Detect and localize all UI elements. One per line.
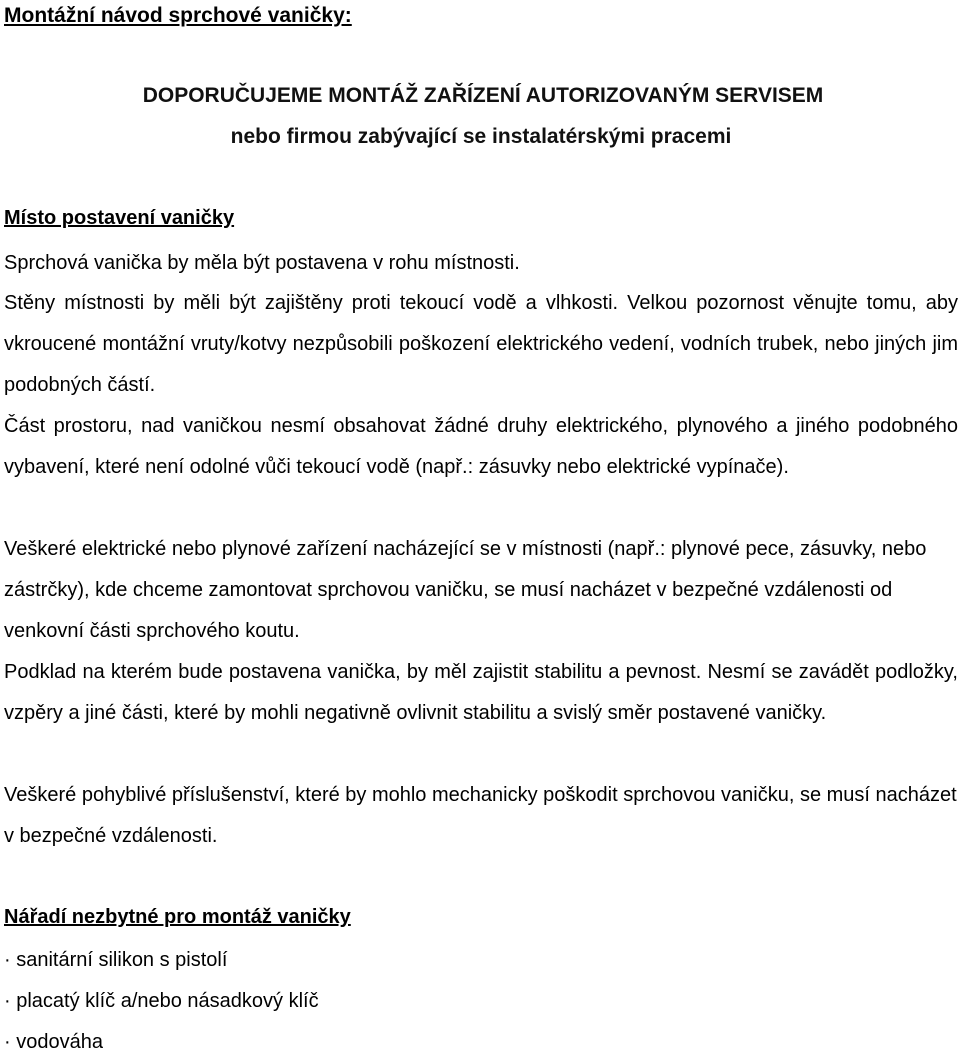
paragraph-walls: Stěny místnosti by měli být zajištěny proti tekoucí vodě a vlhkosti. Velkou pozornost věnujte tomu, aby vkroucené montážní vruty/kotvy nezpůsobili poškození elektrického vedení, vodních trubek, nebo jiných jim podobných částí. [4, 292, 958, 396]
list-item: · vodováha [4, 1031, 103, 1053]
paragraph-space-above: Část prostoru, nad vaničkou nesmí obsahovat žádné druhy elektrického, plynového a jiného podobného vybavení, které není odolné vůči tekoucí vodě (např.: zásuvky nebo elektrické vypínače). [4, 415, 958, 478]
paragraph-accessories: Veškeré pohyblivé příslušenství, které by mohlo mechanicky poškodit sprchovou vaničku, se musí nacházet v bezpečné vzdálenosti. [4, 784, 957, 847]
section-heading-location: Místo postavení vaničky [4, 207, 235, 229]
document-title: Montážní návod sprchové vaničky: [4, 4, 352, 27]
paragraph-electric-gas: Veškeré elektrické nebo plynové zařízení nacházející se v místnosti (např.: plynové pece, zásuvky, nebo zástrčky), kde chceme zamontovat sprchovou vaničku, se musí nacházet v bezpečné vzdálenosti od venkovní části sprchového koutu. [4, 538, 927, 642]
section-heading-tools: Nářadí nezbytné pro montáž vaničky [4, 906, 351, 928]
list-item: · placatý klíč a/nebo násadkový klíč [4, 990, 319, 1012]
notice-line-2: nebo firmou zabývající se instalatérskými pracemi [230, 125, 732, 148]
paragraph-base: Podklad na kterém bude postavena vanička, by měl zajistit stabilitu a pevnost. Nesmí se zavádět podložky, vzpěry a jiné části, které by mohli negativně ovlivnit stabilitu a svislý směr postavené vaničky. [4, 661, 958, 724]
list-item: · sanitární silikon s pistolí [4, 949, 228, 971]
notice-line-1: DOPORUČUJEME MONTÁŽ ZAŘÍZENÍ AUTORIZOVANÝM SERVISEM [142, 84, 824, 107]
tools-list [4, 940, 319, 1063]
paragraph-placement: Sprchová vanička by měla být postavena v rohu místnosti. [4, 252, 520, 274]
